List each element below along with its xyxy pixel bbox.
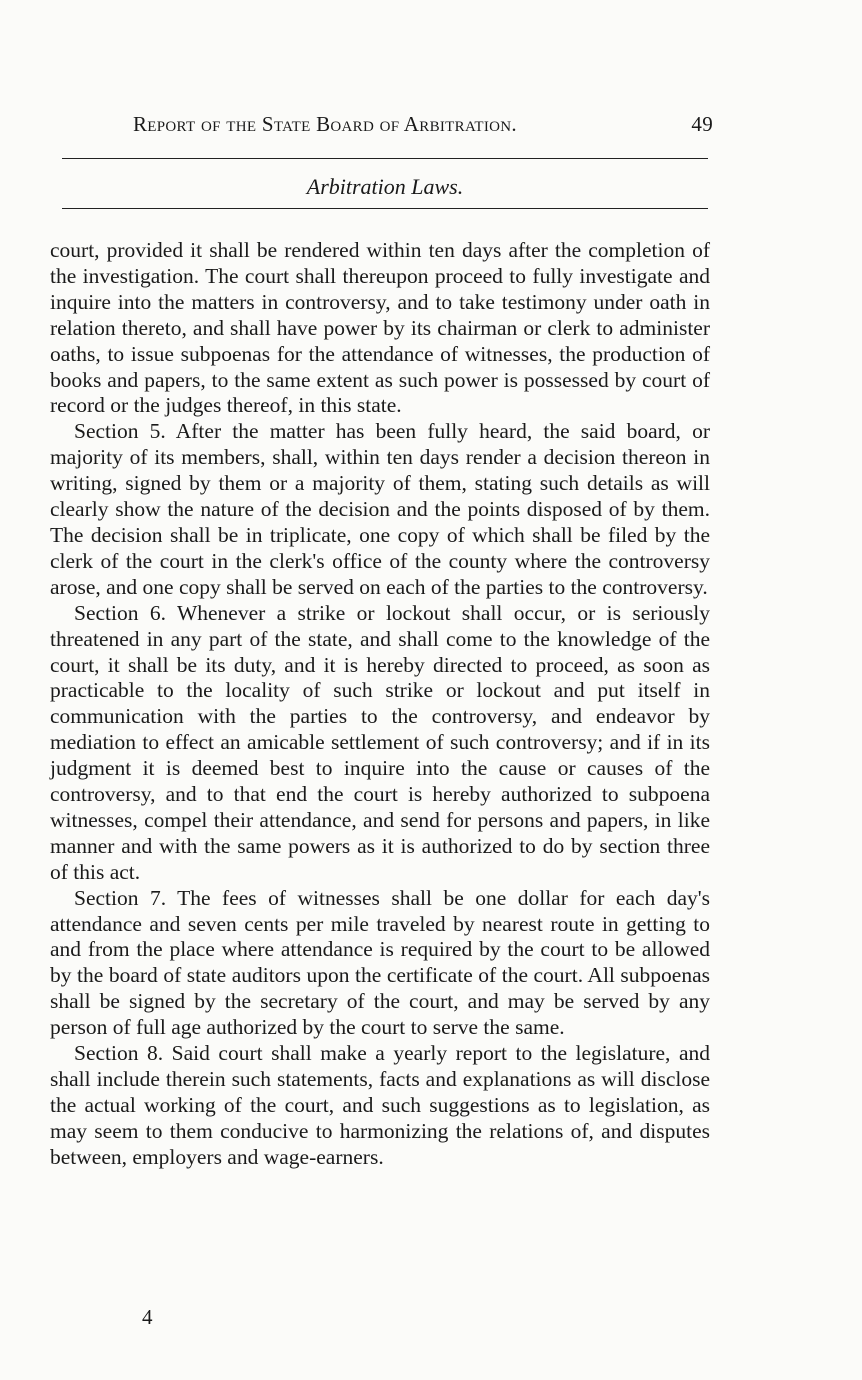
paragraph-section-6: Section 6. Whenever a strike or lockout shall occur, or is seriously threatened in any part of the state, and shall come to the knowledge of the court, it shall be its duty, and it is hereby directed to proceed, as soon as practicable to the locality of such strike or lockout and put itself in communication with the parties to the controversy, and endeavor by mediation to effect an amicable settlement of such controversy; and if in its judgment it is deemed best to inquire into the cause or causes of the controversy, and to that end the court is hereby authorized to subpoena witnesses, compel their attendance, and send for persons and papers, in like manner and with the same powers as it is authorized to do by section three of this act.: [50, 600, 710, 884]
paragraph-section-7: Section 7. The fees of witnesses shall be one dollar for each day's attendance and seven cents per mile traveled by nearest route in getting to and from the place where attendance is required by the court to be allowed by the board of state auditors upon the certificate of the court. All subpoenas shall be signed by the secretary of the court, and may be served by any person of full age authorized by the court to serve the same.: [50, 885, 710, 1040]
page-number: 49: [691, 112, 713, 136]
signature-mark: 4: [142, 1305, 153, 1329]
body-text: [50, 238, 710, 1171]
section-title: Arbitration Laws.: [306, 174, 464, 199]
paragraph-section-8: Section 8. Said court shall make a yearly report to the legislature, and shall include therein such statements, facts and explanations as will disclose the actual working of the court, and such suggestions as to legislation, as may seem to them conducive to harmonizing the relations of, and disputes between, employers and wage-earners.: [50, 1041, 710, 1169]
header-rule-top: [62, 158, 708, 159]
paragraph-continued: court, provided it shall be rendered within ten days after the completion of the investigation. The court shall thereupon proceed to fully investigate and inquire into the matters in controversy, and to take testimony under oath in relation thereto, and shall have power by its chairman or clerk to administer oaths, to issue subpoenas for the attendance of witnesses, the production of books and papers, to the same extent as such power is possessed by court of record or the judges thereof, in this state.: [50, 238, 710, 418]
paragraph-section-5: Section 5. After the matter has been fully heard, the said board, or majority of its members, shall, within ten days render a decision thereon in writing, signed by them or a majority of them, stating such details as will clearly show the nature of the decision and the points disposed of by them. The decision shall be in triplicate, one copy of which shall be filed by the clerk of the court in the clerk's office of the county where the controversy arose, and one copy shall be served on each of the parties to the controversy.: [50, 419, 710, 599]
running-title: Report of the State Board of Arbitration.: [133, 112, 517, 136]
header-rule-bottom: [62, 208, 708, 209]
